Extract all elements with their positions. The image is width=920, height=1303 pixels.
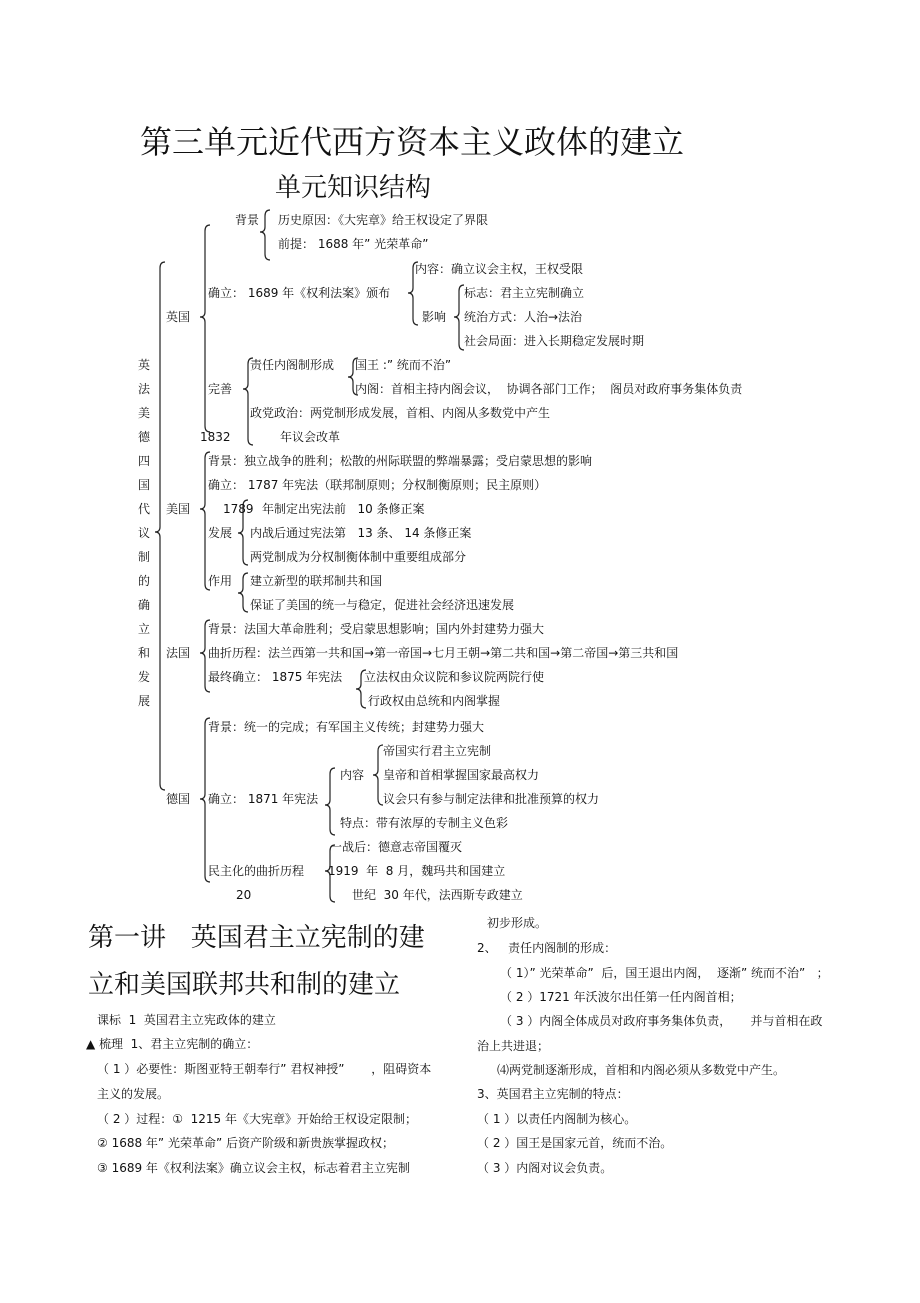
text-us-dev-label: 发展 [208, 526, 233, 540]
text-de-feature: 特点：带有浓厚的专制主义色彩 [340, 816, 509, 830]
text-fr-bg: 背景：法国大革命胜利；受启蒙思想影响；国内外封建势力强大 [208, 622, 545, 636]
root-vertical-char: 法 [138, 382, 151, 396]
curly-brace [454, 285, 464, 350]
text-de-content-2: 皇帝和首相掌握国家最高权力 [383, 768, 540, 782]
text-lecture-outline: ▲ 梳理 1、君主立宪制的确立： [86, 1037, 259, 1051]
root-vertical-char: 发 [138, 670, 151, 684]
text-uk-content: 内容：确立议会主权，王权受限 [415, 262, 584, 276]
text-lecture-r11: （ 3 ）内阁对议会负责。 [477, 1161, 613, 1175]
text-uk-cabinet: 责任内阁制形成 [250, 358, 335, 372]
text-fr-final-1: 立法权由众议院和参议院两院行使 [364, 670, 545, 684]
curly-brace [155, 262, 165, 790]
text-de-label: 德国 [166, 792, 191, 806]
text-uk-king: 国王 :” 统而不治” [355, 358, 452, 372]
curly-brace [200, 452, 210, 590]
text-lecture-l3: （ 2 ）过程：① 1215 年《大宪章》开始给王权设定限制； [97, 1112, 418, 1126]
root-vertical-char: 国 [138, 478, 151, 492]
text-lecture-r1: 初步形成。 [487, 916, 548, 930]
text-lecture-l5: ③ 1689 年《权利法案》确立议会主权，标志着君主立宪制 [97, 1161, 410, 1175]
text-lecture-r8: 3、英国君主立宪制的特点： [477, 1087, 629, 1101]
text-de-content-1: 帝国实行君主立宪制 [383, 744, 492, 758]
root-vertical-char: 和 [138, 646, 151, 660]
text-de-content-3: 议会只有参与制定法律和批准预算的权力 [383, 792, 600, 806]
text-uk-est: 确立： 1689 年《权利法案》颁布 [208, 286, 391, 300]
text-fr-label: 法国 [166, 646, 191, 660]
text-lecture-r2: 2、 责任内阁制的形成： [477, 941, 617, 955]
root-vertical-char: 展 [138, 694, 151, 708]
text-uk-impact-label: 影响 [422, 310, 447, 324]
text-us-role-2: 保证了美国的统一与稳定，促进社会经济迅速发展 [250, 598, 515, 612]
text-uk-party: 政党政治：两党制形成发展，首相、内阁从多数党中产生 [250, 406, 551, 420]
page-subtitle: 单元知识结构 [275, 173, 432, 203]
text-lecture-r6: 治上共进退； [477, 1039, 550, 1053]
text-uk-reform-year: 1832 [200, 430, 231, 444]
text-de-bg: 背景：统一的完成；有军国主义传统；封建势力强大 [208, 720, 485, 734]
root-vertical-char: 的 [138, 574, 151, 588]
text-de-demo-2: 1919 年 8 月，魏玛共和国建立 [328, 864, 506, 878]
text-fr-final-2: 行政权由总统和内阁掌握 [368, 694, 501, 708]
text-us-est: 确立： 1787 年宪法（联邦制原则；分权制衡原则；民主原则） [208, 478, 547, 492]
text-us-role-1: 建立新型的联邦制共和国 [250, 574, 383, 588]
text-lecture-r5: （ 3 ）内阁全体成员对政府事务集体负责， 并与首相在政 [500, 1014, 823, 1028]
text-us-label: 美国 [166, 502, 191, 516]
text-uk-impact-1: 标志：君主立宪制确立 [464, 286, 585, 300]
text-lecture-r3: （ 1）” 光荣革命” 后，国王退出内阁， 逐渐” 统而不治” ； [500, 966, 829, 980]
root-vertical-char: 立 [138, 622, 151, 636]
text-uk-impact-3: 社会局面：进入长期稳定发展时期 [464, 334, 645, 348]
curly-brace [238, 573, 248, 612]
text-lecture-r10: （ 2 ）国王是国家元首，统而不治。 [477, 1136, 673, 1150]
text-lecture-l2: 主义的发展。 [97, 1087, 170, 1101]
curly-brace [260, 210, 270, 260]
curly-brace [200, 225, 210, 432]
text-us-dev-3: 两党制成为分权制衡体制中重要组成部分 [250, 550, 467, 564]
text-us-dev-1: 年制定出宪法前 10 条修正案 [262, 502, 425, 516]
text-uk-impact-2: 统治方式：人治→法治 [464, 310, 583, 324]
text-lecture-r9: （ 1 ）以责任内阁制为核心。 [477, 1112, 637, 1126]
text-uk-bg-1: 历史原因：《大宪章》给王权设定了界限 [278, 213, 489, 227]
curly-brace [373, 745, 383, 805]
text-lecture-l1: （ 1 ）必要性：斯图亚特王朝奉行” 君权神授” ，阻碍资本 [97, 1062, 432, 1076]
text-de-demo-3: 世纪 30 年代，法西斯专政建立 [352, 888, 523, 902]
text-uk-reform: 年议会改革 [280, 430, 341, 444]
root-vertical-char: 德 [138, 430, 151, 444]
text-lecture-standard: 课标 1 英国君主立宪政体的建立 [97, 1013, 276, 1027]
text-uk-perfect-label: 完善 [208, 382, 233, 396]
text-de-demo-3-year: 20 [236, 888, 252, 902]
curly-brace [325, 768, 335, 835]
text-us-dev-year: 1789 [223, 502, 254, 516]
text-uk-bg-2: 前提： 1688 年” 光荣革命” [278, 237, 429, 251]
text-uk-cabinet-detail: 内阁：首相主持内阁会议， 协调各部门工作； 阁员对政府事务集体负责 [355, 382, 743, 396]
text-de-demo-1: 一战后：德意志帝国覆灭 [330, 840, 463, 854]
text-de-demo: 民主化的曲折历程 [208, 864, 305, 878]
root-vertical-char: 代 [138, 502, 151, 516]
text-uk-label: 英国 [166, 310, 191, 324]
lecture-heading: 第一讲 英国君主立宪制的建 [88, 923, 425, 953]
text-fr-final: 最终确立： 1875 年宪法 [208, 670, 343, 684]
lecture-heading: 立和美国联邦共和制的建立 [88, 970, 401, 1000]
text-fr-process: 曲折历程：法兰西第一共和国→第一帝国→七月王朝→第二共和国→第二帝国→第三共和国 [208, 646, 679, 660]
text-us-role-label: 作用 [208, 574, 233, 588]
text-de-est: 确立： 1871 年宪法 [208, 792, 319, 806]
text-de-content-label: 内容 [340, 768, 365, 782]
root-vertical-char: 英 [138, 358, 151, 372]
text-us-dev-2: 内战后通过宪法第 13 条、 14 条修正案 [250, 526, 472, 540]
text-lecture-r7: ⑷两党制逐渐形成，首相和内阁必须从多数党中产生。 [497, 1063, 786, 1077]
root-vertical-char: 确 [138, 598, 151, 612]
text-us-bg: 背景：独立战争的胜利；松散的州际联盟的弊端暴露；受启蒙思想的影响 [208, 454, 593, 468]
root-vertical-char: 制 [138, 550, 151, 564]
root-vertical-char: 美 [138, 406, 151, 420]
text-lecture-r4: （ 2 ）1721 年沃波尔出任第一任内阁首相； [500, 990, 742, 1004]
root-vertical-char: 议 [138, 526, 151, 540]
text-lecture-l4: ② 1688 年” 光荣革命” 后资产阶级和新贵族掌握政权； [97, 1136, 394, 1150]
root-vertical-char: 四 [138, 454, 151, 468]
text-uk-bg-label: 背景 [235, 213, 260, 227]
page-title: 第三单元近代西方资本主义政体的建立 [140, 123, 685, 161]
